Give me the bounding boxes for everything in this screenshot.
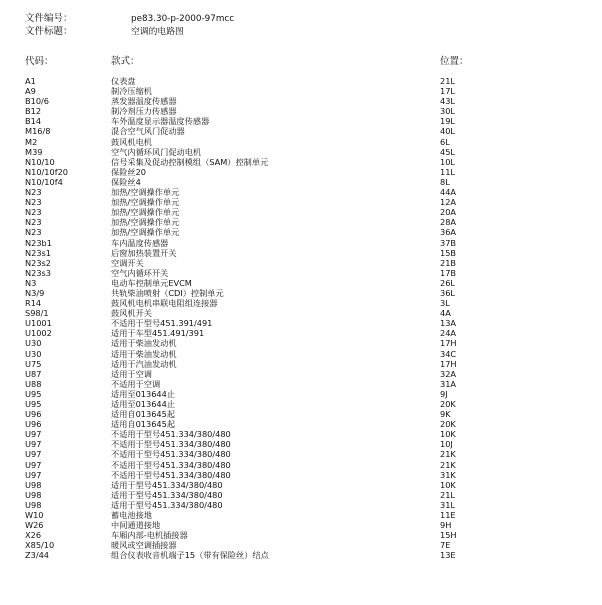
table-row (0, 116, 602, 126)
component-code: S98/1 (25, 308, 49, 319)
component-description: 仪表盘 (111, 76, 136, 86)
table-row (0, 268, 602, 278)
component-position: 26L (440, 277, 455, 288)
component-code: N10/10 (25, 156, 55, 167)
component-position: 15H (440, 530, 457, 541)
table-row (0, 470, 602, 480)
component-description: 不适用于型号451.334/380/480 (111, 439, 231, 450)
table-row (0, 96, 602, 106)
component-description: 组合仪表收音机端子15（带有保险丝）结点 (111, 550, 269, 561)
component-position: 17H (440, 358, 457, 369)
component-code: W10 (25, 510, 44, 521)
component-position: 13A (440, 318, 457, 329)
component-description: 不适用于型号451.334/380/480 (111, 469, 231, 480)
component-code: N23s3 (25, 267, 52, 278)
component-position: 3L (440, 298, 450, 309)
component-code: A9 (25, 86, 36, 97)
component-description: 适用于车型451.491/391 (111, 328, 205, 339)
component-code: U1002 (25, 328, 52, 339)
component-description: 中间通道接地 (111, 520, 161, 531)
table-row (0, 439, 602, 449)
component-description: 不适用于型号451.391/491 (111, 318, 213, 329)
component-position: 32A (440, 368, 457, 379)
component-description: 蒸发器温度传感器 (111, 96, 177, 107)
component-description: 不适用于型号451.334/380/480 (111, 449, 231, 460)
component-position: 13E (440, 550, 456, 561)
table-row (0, 177, 602, 187)
table-row (0, 490, 602, 500)
component-code: U97 (25, 449, 42, 460)
table-row (0, 318, 602, 328)
table-row (0, 460, 602, 470)
component-description: 加热/空调操作单元 (111, 217, 180, 228)
table-row (0, 167, 602, 177)
component-code: N10/10f20 (25, 166, 69, 177)
table-row (0, 217, 602, 227)
component-description: 适用于柴油发动机 (111, 348, 177, 359)
component-description: 鼓风机开关 (111, 308, 152, 319)
table-row (0, 399, 602, 409)
component-position: 10L (440, 156, 455, 167)
table-header (25, 56, 602, 68)
table-row (0, 409, 602, 419)
component-description: 适用于型号451.334/380/480 (111, 499, 223, 510)
table-row (0, 338, 602, 348)
component-code: N23 (25, 217, 42, 228)
table-row (0, 328, 602, 338)
component-description: 空调开关 (111, 257, 144, 268)
component-position: 8L (440, 176, 450, 187)
component-description: 蓄电池接地 (111, 510, 152, 521)
component-position: 9H (440, 520, 452, 531)
component-code: U30 (25, 338, 42, 349)
table-row (0, 288, 602, 298)
component-description: 共轨柴油喷射（CDI）控制单元 (111, 287, 224, 298)
component-position: 21B (440, 257, 457, 268)
component-description: 车外温度显示器温度传感器 (111, 116, 210, 127)
component-description: 加热/空调操作单元 (111, 207, 180, 218)
table-row (0, 278, 602, 288)
component-position: 9J (440, 388, 448, 399)
component-position: 12A (440, 197, 457, 208)
component-description: 暖风或空调插接器 (111, 540, 177, 551)
table-row (0, 359, 602, 369)
component-code: N23 (25, 197, 42, 208)
table-row (0, 258, 602, 268)
document-title-label: 文件标题： (25, 26, 73, 37)
column-header-position: 位置： (440, 56, 469, 67)
component-code: U97 (25, 469, 42, 480)
component-code: M39 (25, 146, 43, 157)
component-position: 24A (440, 328, 457, 339)
component-description: 制冷剂压力传感器 (111, 106, 177, 117)
component-position: 31K (440, 469, 456, 480)
component-position: 45L (440, 146, 455, 157)
component-description: 适用自013645起 (111, 419, 176, 430)
component-position: 17L (440, 86, 455, 97)
component-code: M16/8 (25, 126, 51, 137)
component-position: 44A (440, 187, 457, 198)
table-row (0, 86, 602, 96)
component-description: 适用于型号451.334/380/480 (111, 479, 223, 490)
document-title-value: 空调的电路图 (131, 27, 184, 37)
component-position: 19L (440, 116, 455, 127)
component-code: N23s1 (25, 247, 52, 258)
component-position: 11E (440, 510, 456, 521)
table-row (0, 227, 602, 237)
component-code: A1 (25, 76, 36, 86)
component-description: 保险丝4 (111, 176, 141, 187)
component-position: 15B (440, 247, 457, 258)
component-code: X26 (25, 530, 42, 541)
component-code: U88 (25, 378, 42, 389)
component-position: 21K (440, 449, 456, 460)
table-row (0, 157, 602, 167)
component-position: 37B (440, 237, 457, 248)
component-description: 保险丝20 (111, 166, 146, 177)
table-row (0, 449, 602, 459)
table-row (0, 308, 602, 318)
component-code: M2 (25, 136, 38, 147)
component-position: 7E (440, 540, 451, 551)
component-code: N3 (25, 277, 37, 288)
component-position: 4A (440, 308, 451, 319)
component-code: R14 (25, 298, 42, 309)
component-position: 36A (440, 227, 457, 238)
document-number-value: pe83.30-p-2000-97mcc (131, 14, 235, 24)
component-description: 电动车控制单元EVCM (111, 277, 192, 288)
component-code: U97 (25, 439, 42, 450)
table-row (0, 419, 602, 429)
component-description: 适用至013644止 (111, 388, 176, 399)
component-position: 11L (440, 166, 455, 177)
component-description: 不适用于空调 (111, 378, 161, 389)
component-position: 6L (440, 136, 450, 147)
component-code: W26 (25, 520, 44, 531)
table-row (0, 349, 602, 359)
component-description: 后窗加热装置开关 (111, 247, 177, 258)
component-position: 21L (440, 76, 455, 86)
table-row (0, 510, 602, 520)
component-code: X85/10 (25, 540, 55, 551)
table-row (0, 238, 602, 248)
component-position: 9K (440, 409, 451, 420)
table-row (0, 147, 602, 157)
component-description: 适用于柴油发动机 (111, 338, 177, 349)
component-code: U95 (25, 399, 42, 409)
table-row (0, 379, 602, 389)
component-code: U95 (25, 388, 42, 399)
component-description: 制冷压缩机 (111, 86, 152, 97)
component-code: N23 (25, 227, 42, 238)
component-code: B14 (25, 116, 42, 127)
document-number-label: 文件编号： (25, 13, 73, 24)
document-number-line (25, 13, 234, 25)
table-row (0, 480, 602, 490)
component-description: 空气内循环风门促动电机 (111, 146, 202, 157)
component-description: 加热/空调操作单元 (111, 197, 180, 208)
column-header-style: 款式： (111, 56, 140, 67)
component-position: 43L (440, 96, 455, 107)
column-header-code: 代码： (25, 56, 54, 67)
component-description: 鼓风机电机串联电阻组连接器 (111, 298, 218, 309)
table-row (0, 187, 602, 197)
component-description: 鼓风机电机 (111, 136, 152, 147)
table-row (0, 207, 602, 217)
component-position: 20K (440, 399, 456, 409)
component-position: 28A (440, 217, 457, 228)
table-row (0, 106, 602, 116)
component-position: 40L (440, 126, 455, 137)
component-position: 21L (440, 489, 455, 500)
component-description: 适用自013645起 (111, 409, 176, 420)
component-description: 不适用于型号451.334/380/480 (111, 459, 231, 470)
component-description: 空气内循环开关 (111, 267, 169, 278)
table-row (0, 76, 602, 86)
component-description: 适用至013644止 (111, 399, 176, 409)
component-code: U98 (25, 499, 42, 510)
component-description: 不适用于型号451.334/380/480 (111, 429, 231, 440)
table-row (0, 550, 602, 560)
component-code: B10/6 (25, 96, 50, 107)
component-position: 10K (440, 429, 456, 440)
table-row (0, 389, 602, 399)
component-description: 车厢内部-电机插接器 (111, 530, 188, 541)
component-code: U75 (25, 358, 42, 369)
table-row (0, 369, 602, 379)
component-position: 17H (440, 338, 457, 349)
component-position: 31L (440, 499, 455, 510)
document-title-line (25, 26, 184, 38)
component-position: 21K (440, 459, 456, 470)
table-row (0, 530, 602, 540)
component-description: 适用于汽油发动机 (111, 358, 177, 369)
component-position: 20A (440, 207, 457, 218)
component-code: N3/9 (25, 287, 45, 298)
component-code: U98 (25, 479, 42, 490)
component-position: 10J (440, 439, 453, 450)
component-position: 34C (440, 348, 457, 359)
component-position: 20K (440, 419, 456, 430)
component-description: 加热/空调操作单元 (111, 227, 180, 238)
component-code: N23 (25, 207, 42, 218)
component-code: B12 (25, 106, 42, 117)
component-description: 适用于空调 (111, 368, 152, 379)
component-description: 混合空气风门促动器 (111, 126, 185, 137)
table-row (0, 197, 602, 207)
component-code: U97 (25, 459, 42, 470)
table-row (0, 520, 602, 530)
table-row (0, 429, 602, 439)
table-row (0, 137, 602, 147)
component-code: U97 (25, 429, 42, 440)
component-code: U87 (25, 368, 42, 379)
component-code: U98 (25, 489, 42, 500)
component-position: 31A (440, 378, 457, 389)
component-description: 加热/空调操作单元 (111, 187, 180, 198)
component-description: 信号采集及促动控制模组（SAM）控制单元 (111, 156, 269, 167)
component-code: U96 (25, 419, 42, 430)
component-code: U96 (25, 409, 42, 420)
component-code: N10/10f4 (25, 176, 63, 187)
table-row (0, 500, 602, 510)
table-row (0, 298, 602, 308)
table-row (0, 126, 602, 136)
component-code: U1001 (25, 318, 52, 329)
component-position: 36L (440, 287, 455, 298)
component-description: 适用于型号451.334/380/480 (111, 489, 223, 500)
component-table (0, 76, 602, 561)
component-code: N23 (25, 187, 42, 198)
component-position: 30L (440, 106, 455, 117)
table-row (0, 540, 602, 550)
component-code: N23b1 (25, 237, 52, 248)
component-position: 10K (440, 479, 456, 490)
component-description: 车内温度传感器 (111, 237, 169, 248)
component-position: 17B (440, 267, 457, 278)
component-code: N23s2 (25, 257, 52, 268)
component-code: U30 (25, 348, 42, 359)
component-code: Z3/44 (25, 550, 49, 561)
table-row (0, 248, 602, 258)
